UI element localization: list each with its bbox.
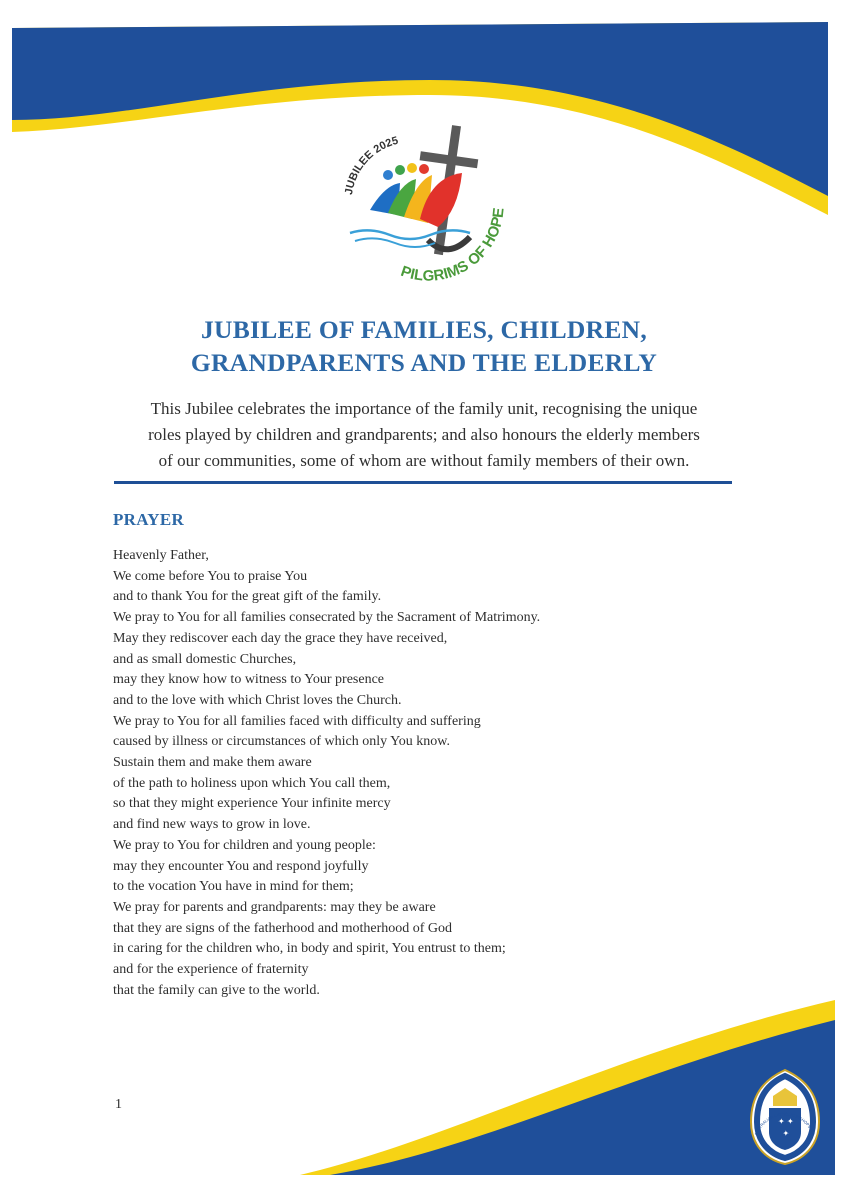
svg-text:✦: ✦ [778, 1117, 785, 1126]
prayer-line: caused by illness or circumstances of which only You know. [113, 734, 450, 750]
prayer-line: We pray to You for all families faced with difficulty and suffering [113, 713, 481, 729]
prayer-line: We come before You to praise You [113, 568, 308, 584]
title-line-2: GRANDPARENTS AND THE ELDERLY [190, 348, 658, 377]
svg-text:✦: ✦ [782, 1129, 790, 1138]
prayer-line: We pray for parents and grandparents: may they be aware [113, 899, 436, 915]
prayer-line: Sustain them and make them aware [113, 755, 312, 771]
prayer-line: to the vocation You have in mind for them; [113, 879, 354, 895]
section-divider [114, 481, 732, 484]
prayer-line: may they know how to witness to Your presence [113, 672, 385, 688]
prayer-line: and to thank You for the great gift of the family. [113, 589, 382, 605]
title-line-1: JUBILEE OF FAMILIES, CHILDREN, [200, 315, 648, 344]
bottom-wave-banner [0, 990, 848, 1200]
prayer-text [113, 546, 753, 1001]
logo-arc-top-text: JUBILEE 2025 [343, 134, 400, 196]
intro-line: of our communities, some of whom are without family members of their own. [158, 451, 690, 470]
prayer-line: We pray to You for all families consecrated by the Sacrament of Matrimony. [113, 610, 541, 626]
prayer-line: that the family can give to the world. [113, 982, 320, 998]
prayer-line: and to the love with which Christ loves the Church. [113, 692, 402, 708]
bishops-conference-crest [745, 1066, 825, 1166]
prayer-line: May they rediscover each day the grace they have received, [113, 630, 448, 646]
intro-paragraph [100, 396, 748, 474]
logo-arc-bottom-text: PILGRIMS OF HOPE [398, 206, 508, 285]
svg-text:✦: ✦ [787, 1117, 794, 1126]
page-title [0, 313, 848, 379]
page-number: 1 [115, 1097, 122, 1112]
intro-line: This Jubilee celebrates the importance of the family unit, recognising the unique [150, 399, 698, 418]
prayer-heading: PRAYER [113, 510, 185, 529]
prayer-line: and find new ways to grow in love. [113, 817, 311, 833]
prayer-line: so that they might experience Your infinite mercy [113, 796, 391, 812]
prayer-line: Heavenly Father, [113, 548, 209, 563]
crest-text: AUSTRALIAN CATHOLIC BISHOPS CO [753, 1111, 817, 1137]
prayer-line: We pray to You for children and young people: [113, 837, 376, 853]
prayer-line: that they are signs of the fatherhood and motherhood of God [113, 920, 453, 936]
prayer-line: and as small domestic Churches, [113, 651, 297, 667]
prayer-line: and for the experience of fraternity [113, 962, 309, 978]
prayer-line: may they encounter You and respond joyfully [113, 858, 369, 874]
intro-line: roles played by children and grandparents; and also honours the elderly members [148, 425, 700, 444]
prayer-line: in caring for the children who, in body and spirit, You entrust to them; [113, 941, 506, 957]
jubilee-logo [330, 115, 520, 295]
prayer-line: of the path to holiness upon which You call them, [113, 775, 391, 791]
